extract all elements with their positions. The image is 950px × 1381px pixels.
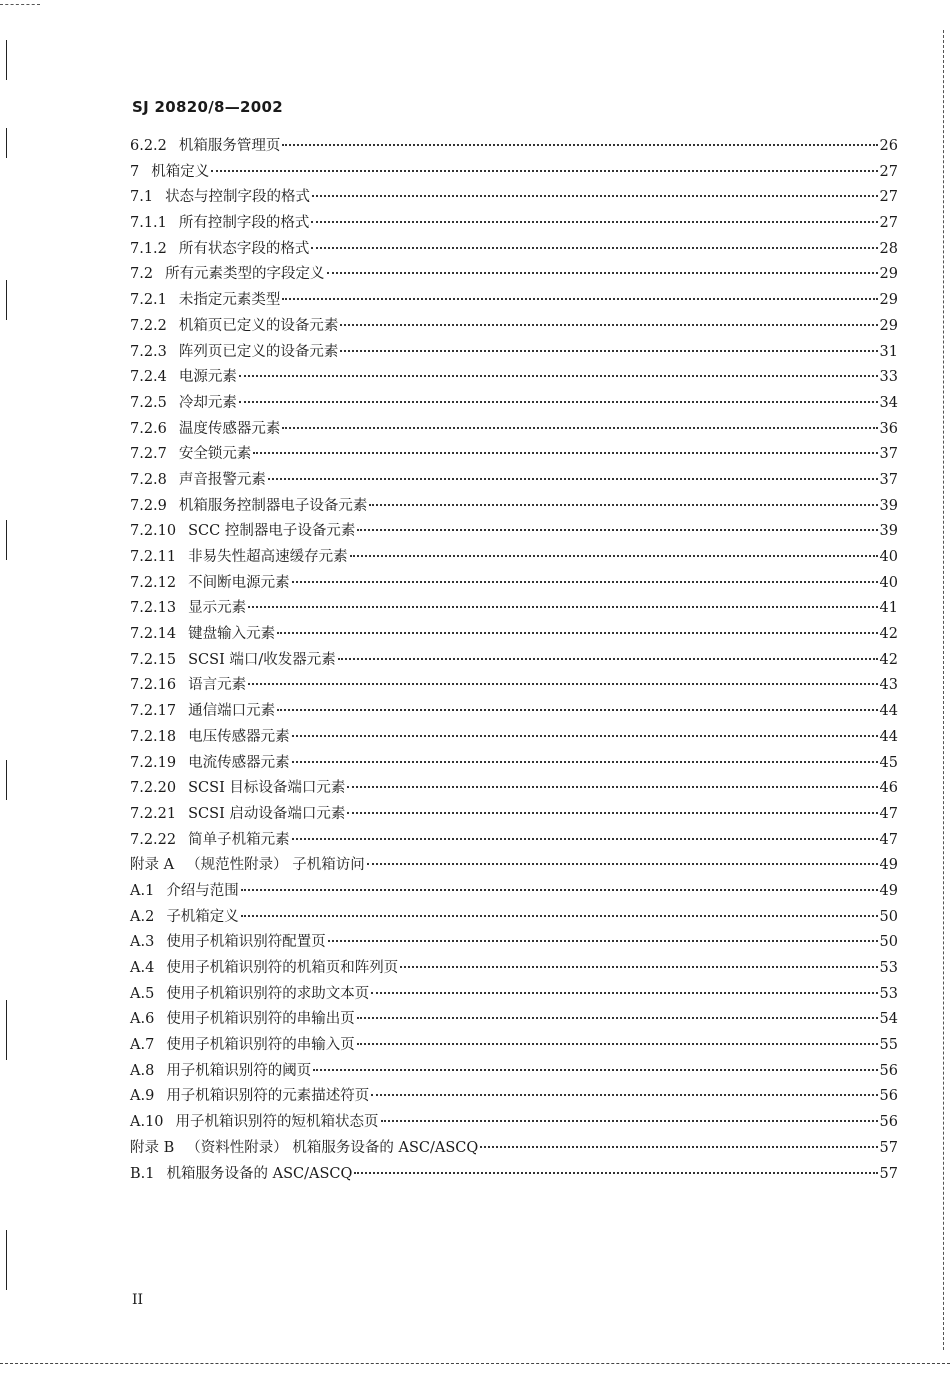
toc-dot-leader	[357, 1017, 878, 1019]
toc-entry-page: 31	[879, 343, 898, 360]
toc-entry-number: 7.1	[130, 189, 154, 206]
toc-entry	[130, 494, 898, 520]
toc-entry-number: 附录 B	[130, 1139, 175, 1156]
toc-entry	[130, 134, 898, 160]
toc-entry-title: 机箱服务设备的 ASC/ASCQ	[166, 1165, 353, 1182]
toc-entry	[130, 519, 898, 545]
toc-dot-leader	[211, 170, 877, 172]
toc-entry-number: 7.2.2	[130, 317, 167, 334]
toc-entry-number: A.8	[130, 1062, 155, 1079]
toc-dot-leader	[282, 144, 877, 146]
toc-entry	[130, 828, 898, 854]
toc-entry-title: 声音报警元素	[178, 471, 266, 488]
toc-entry-number: A.5	[130, 985, 155, 1002]
toc-dot-leader	[338, 658, 878, 660]
toc-entry-title: 用子机箱识别符的元素描述符页	[166, 1088, 370, 1105]
toc-dot-leader	[312, 195, 877, 197]
toc-entry-title: 电压传感器元素	[188, 728, 290, 745]
toc-entry-number: A.3	[130, 934, 155, 951]
toc-entry-page: 40	[879, 549, 898, 565]
toc-dot-leader	[381, 1120, 878, 1122]
toc-entry-number: 7.2.10	[130, 523, 177, 540]
toc-entry	[130, 391, 898, 417]
toc-entry-number: B.1	[130, 1165, 155, 1182]
toc-entry	[130, 545, 898, 571]
toc-entry	[130, 314, 898, 340]
toc-entry-page: 33	[879, 369, 898, 386]
toc-dot-leader	[328, 940, 878, 942]
toc-entry-title: SCC 控制器电子设备元素	[188, 523, 356, 540]
page-folio: II	[132, 1292, 144, 1308]
toc-dot-leader	[241, 915, 878, 917]
toc-entry-title: 阵列页已定义的设备元素	[178, 343, 339, 360]
toc-dot-leader	[367, 863, 878, 865]
toc-entry-page: 43	[879, 677, 898, 694]
toc-entry-title: 介绍与范围	[166, 882, 239, 899]
toc-entry	[130, 288, 898, 314]
scan-artifact-left-edge	[6, 128, 7, 158]
toc-entry-page: 44	[879, 728, 898, 745]
toc-entry-number: A.2	[130, 908, 155, 925]
toc-entry-number: 7.1.1	[130, 215, 167, 232]
toc-entry	[130, 211, 898, 237]
scan-artifact-left-edge	[6, 1230, 7, 1290]
toc-dot-leader	[268, 478, 878, 480]
toc-entry	[130, 340, 898, 366]
toc-entry-number: A.9	[130, 1088, 155, 1105]
toc-dot-leader	[277, 632, 877, 634]
toc-entry-title: 使用子机箱识别符配置页	[166, 934, 326, 951]
toc-entry-title: 显示元素	[188, 600, 247, 617]
toc-entry-page: 29	[879, 266, 898, 283]
toc-dot-leader	[371, 1094, 877, 1096]
toc-entry-number: 7	[130, 163, 140, 180]
toc-entry-title: 用子机箱识别符的阈页	[166, 1062, 312, 1079]
toc-entry	[130, 1110, 898, 1136]
toc-entry-title: 冷却元素	[178, 394, 237, 411]
toc-entry	[130, 802, 898, 828]
toc-dot-leader	[357, 529, 877, 531]
toc-entry-page: 50	[879, 908, 898, 925]
toc-entry-title: （资料性附录） 机箱服务设备的 ASC/ASCQ	[186, 1139, 479, 1156]
toc-entry-title: 使用子机箱识别符的串输出页	[166, 1011, 355, 1028]
toc-entry-page: 49	[879, 882, 898, 899]
toc-entry	[130, 596, 898, 622]
scan-artifact-left-edge	[6, 760, 7, 800]
toc-entry-title: 机箱服务控制器电子设备元素	[178, 497, 368, 514]
toc-entry	[130, 237, 898, 263]
toc-dot-leader	[340, 324, 877, 326]
toc-dot-leader	[480, 1146, 877, 1148]
toc-dot-leader	[277, 709, 877, 711]
toc-entry-title: SCSI 端口/收发器元素	[188, 651, 336, 668]
toc-entry-title: 机箱服务管理页	[178, 138, 281, 154]
toc-entry	[130, 160, 898, 186]
toc-entry	[130, 648, 898, 674]
toc-entry-number: 7.2.20	[130, 780, 177, 797]
toc-entry	[130, 622, 898, 648]
toc-entry-number: 7.2.15	[130, 651, 177, 668]
scan-artifact-left-edge	[6, 40, 7, 80]
toc-entry	[130, 905, 898, 931]
toc-dot-leader	[292, 761, 878, 763]
toc-entry-title: 温度传感器元素	[178, 420, 281, 437]
toc-dot-leader	[340, 350, 877, 352]
toc-entry	[130, 1084, 898, 1110]
toc-entry-page: 28	[879, 240, 898, 257]
toc-entry-page: 55	[879, 1037, 898, 1054]
toc-entry-page: 27	[879, 215, 898, 232]
toc-entry-number: A.6	[130, 1011, 155, 1028]
toc-dot-leader	[371, 992, 877, 994]
toc-dot-leader	[253, 452, 877, 454]
toc-entry-title: SCSI 目标设备端口元素	[188, 780, 346, 797]
toc-entry-title: 电流传感器元素	[188, 754, 290, 771]
toc-entry	[130, 185, 898, 211]
toc-entry-page: 39	[879, 497, 898, 514]
toc-entry-number: 7.2.7	[130, 446, 167, 463]
toc-entry	[130, 468, 898, 494]
toc-entry-number: 7.2.13	[130, 600, 177, 617]
toc-entry-title: 机箱定义	[151, 163, 210, 180]
toc-entry	[130, 1007, 898, 1033]
toc-entry-page: 49	[879, 857, 898, 874]
toc-dot-leader	[241, 889, 878, 891]
toc-dot-leader	[350, 555, 878, 557]
toc-entry-number: 6.2.2	[130, 138, 167, 154]
scan-artifact-left-edge	[6, 520, 7, 560]
toc-dot-leader	[239, 375, 878, 377]
toc-entry-page: 40	[879, 574, 898, 591]
toc-entry-number: A.4	[130, 960, 155, 976]
toc-entry-number: 7.2.12	[130, 574, 177, 591]
toc-entry	[130, 725, 898, 751]
toc-entry	[130, 365, 898, 391]
scan-artifact-top	[0, 4, 40, 5]
toc-entry-title: 非易失性超高速缓存元素	[188, 549, 348, 565]
toc-dot-leader	[347, 812, 877, 814]
toc-dot-leader	[357, 1043, 878, 1045]
toc-dot-leader	[327, 272, 878, 274]
toc-dot-leader	[354, 1172, 877, 1174]
toc-entry-page: 34	[879, 394, 898, 411]
toc-entry	[130, 262, 898, 288]
document-code: SJ 20820/8—2002	[132, 98, 283, 116]
toc-entry-number: 7.2.14	[130, 626, 177, 643]
toc-dot-leader	[292, 838, 878, 840]
toc-entry-number: 7.2	[130, 266, 154, 283]
toc-entry-page: 37	[879, 471, 898, 488]
toc-dot-leader	[239, 401, 878, 403]
toc-entry-page: 39	[879, 523, 898, 540]
toc-entry-title: 电源元素	[178, 369, 237, 386]
toc-entry-page: 53	[879, 985, 898, 1002]
toc-dot-leader	[292, 581, 878, 583]
toc-dot-leader	[311, 247, 877, 249]
toc-entry-number: 7.2.1	[130, 292, 167, 309]
toc-entry-page: 56	[879, 1114, 898, 1131]
toc-entry-page: 57	[879, 1139, 898, 1156]
toc-entry-number: 7.2.17	[130, 703, 177, 720]
toc-entry-number: 7.2.16	[130, 677, 177, 694]
toc-entry-page: 46	[879, 780, 898, 797]
toc-entry-title: 所有状态字段的格式	[178, 240, 310, 257]
toc-entry	[130, 751, 898, 777]
toc-entry-title: 安全锁元素	[178, 446, 252, 463]
toc-entry	[130, 699, 898, 725]
toc-entry-number: 7.2.19	[130, 754, 177, 771]
toc-entry-title: 语言元素	[188, 677, 247, 694]
toc-entry-page: 45	[879, 754, 898, 771]
scan-artifact-left-edge	[6, 1000, 7, 1060]
toc-entry	[130, 673, 898, 699]
toc-entry-title: （规范性附录） 子机箱访问	[186, 857, 365, 874]
toc-entry-number: 7.2.21	[130, 805, 177, 822]
toc-dot-leader	[248, 683, 877, 685]
toc-entry-number: 7.2.22	[130, 831, 177, 848]
toc-entry	[130, 1033, 898, 1059]
toc-entry	[130, 879, 898, 905]
toc-entry	[130, 442, 898, 468]
toc-entry-number: A.10	[130, 1114, 164, 1131]
toc-entry-number: A.1	[130, 882, 155, 899]
toc-entry-page: 27	[879, 189, 898, 206]
toc-entry-page: 56	[879, 1062, 898, 1079]
toc-dot-leader	[400, 966, 877, 968]
toc-entry	[130, 1059, 898, 1085]
toc-entry-title: 使用子机箱识别符的机箱页和阵列页	[166, 960, 399, 976]
toc-entry-number: A.7	[130, 1037, 155, 1054]
toc-entry-number: 附录 A	[130, 857, 175, 874]
toc-entry-page: 41	[879, 600, 898, 617]
toc-dot-leader	[347, 786, 877, 788]
toc-entry-title: 所有控制字段的格式	[178, 215, 310, 232]
table-of-contents	[130, 134, 898, 1187]
toc-entry-title: 不间断电源元素	[188, 574, 290, 591]
toc-entry	[130, 853, 898, 879]
toc-entry-page: 56	[879, 1088, 898, 1105]
toc-entry-number: 7.2.11	[130, 549, 177, 565]
toc-entry	[130, 1162, 898, 1188]
toc-entry-page: 57	[879, 1165, 898, 1182]
toc-dot-leader	[248, 606, 877, 608]
toc-entry-title: 状态与控制字段的格式	[165, 189, 311, 206]
toc-entry-title: SCSI 启动设备端口元素	[188, 805, 346, 822]
toc-entry-title: 子机箱定义	[166, 908, 239, 925]
toc-entry-number: 7.2.4	[130, 369, 167, 386]
toc-entry-number: 7.2.5	[130, 394, 167, 411]
toc-entry-page: 54	[879, 1011, 898, 1028]
toc-entry-number: 7.2.6	[130, 420, 167, 437]
toc-entry-number: 7.1.2	[130, 240, 167, 257]
toc-dot-leader	[311, 221, 877, 223]
toc-entry	[130, 982, 898, 1008]
toc-entry-title: 未指定元素类型	[178, 292, 281, 309]
toc-dot-leader	[282, 298, 877, 300]
toc-entry-page: 37	[879, 446, 898, 463]
toc-entry-page: 47	[879, 805, 898, 822]
toc-entry-page: 53	[879, 960, 898, 976]
toc-entry-title: 使用子机箱识别符的串输入页	[166, 1037, 355, 1054]
toc-dot-leader	[369, 504, 877, 506]
scan-artifact-left-edge	[6, 280, 7, 320]
toc-entry-title: 通信端口元素	[188, 703, 276, 720]
toc-dot-leader	[282, 427, 877, 429]
toc-entry-page: 36	[879, 420, 898, 437]
scan-artifact-bottom	[0, 1363, 950, 1364]
toc-entry	[130, 930, 898, 956]
toc-entry-page: 29	[879, 292, 898, 309]
toc-entry	[130, 1136, 898, 1162]
toc-entry-number: 7.2.8	[130, 471, 167, 488]
toc-entry-title: 用子机箱识别符的短机箱状态页	[175, 1114, 379, 1131]
toc-entry-page: 29	[879, 317, 898, 334]
scan-artifact-right-edge	[933, 30, 944, 1350]
toc-entry-number: 7.2.3	[130, 343, 167, 360]
toc-entry	[130, 417, 898, 443]
toc-entry-number: 7.2.9	[130, 497, 167, 514]
toc-entry-page: 42	[879, 626, 898, 643]
toc-dot-leader	[313, 1069, 877, 1071]
toc-entry-title: 机箱页已定义的设备元素	[178, 317, 339, 334]
toc-entry-number: 7.2.18	[130, 728, 177, 745]
toc-entry-page: 44	[879, 703, 898, 720]
toc-entry-page: 47	[879, 831, 898, 848]
toc-entry-page: 42	[879, 651, 898, 668]
toc-entry-page: 50	[879, 934, 898, 951]
toc-dot-leader	[292, 735, 878, 737]
toc-entry-title: 使用子机箱识别符的求助文本页	[166, 985, 370, 1002]
toc-entry	[130, 956, 898, 982]
toc-entry-page: 27	[879, 163, 898, 180]
toc-entry-title: 所有元素类型的字段定义	[165, 266, 325, 283]
toc-entry-title: 键盘输入元素	[188, 626, 276, 643]
toc-entry-page: 26	[879, 138, 898, 154]
toc-entry	[130, 776, 898, 802]
toc-entry	[130, 571, 898, 597]
toc-entry-title: 简单子机箱元素	[188, 831, 290, 848]
